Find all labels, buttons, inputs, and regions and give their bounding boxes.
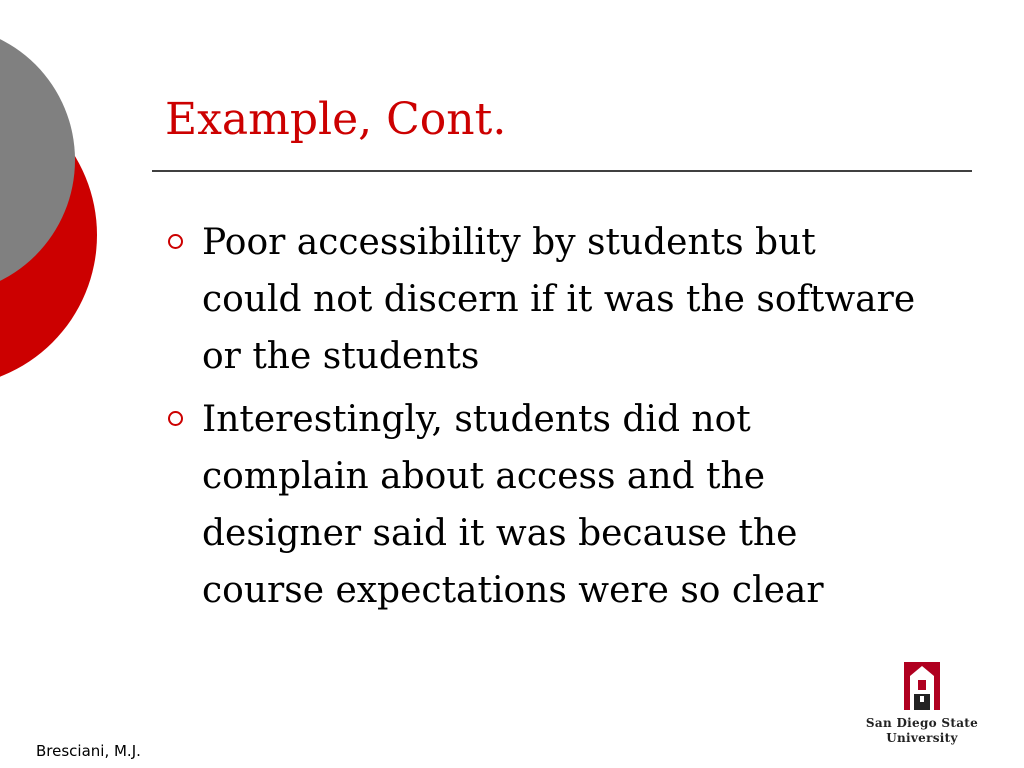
circle-bullet-icon [168, 411, 183, 426]
circle-bullet-icon [168, 234, 183, 249]
logo-text-line1: San Diego State [865, 716, 979, 730]
campanile-icon [902, 656, 942, 712]
bullet-text: Interestingly, students did not complain about access and the designer said it was because the course expectations were so clear [202, 399, 824, 611]
bullet-text: Poor accessibility by students but could not discern if it was the software or the students [202, 222, 916, 377]
sdsu-logo [858, 656, 986, 750]
bullet-item [160, 391, 920, 619]
logo-text-line2: University [886, 731, 958, 745]
slide-title: Example, Cont. [165, 94, 507, 145]
title-divider [152, 170, 972, 172]
bullet-list [160, 214, 920, 625]
decorative-circles [0, 0, 110, 400]
footer-author: Bresciani, M.J. [36, 742, 141, 760]
bullet-item [160, 214, 920, 385]
